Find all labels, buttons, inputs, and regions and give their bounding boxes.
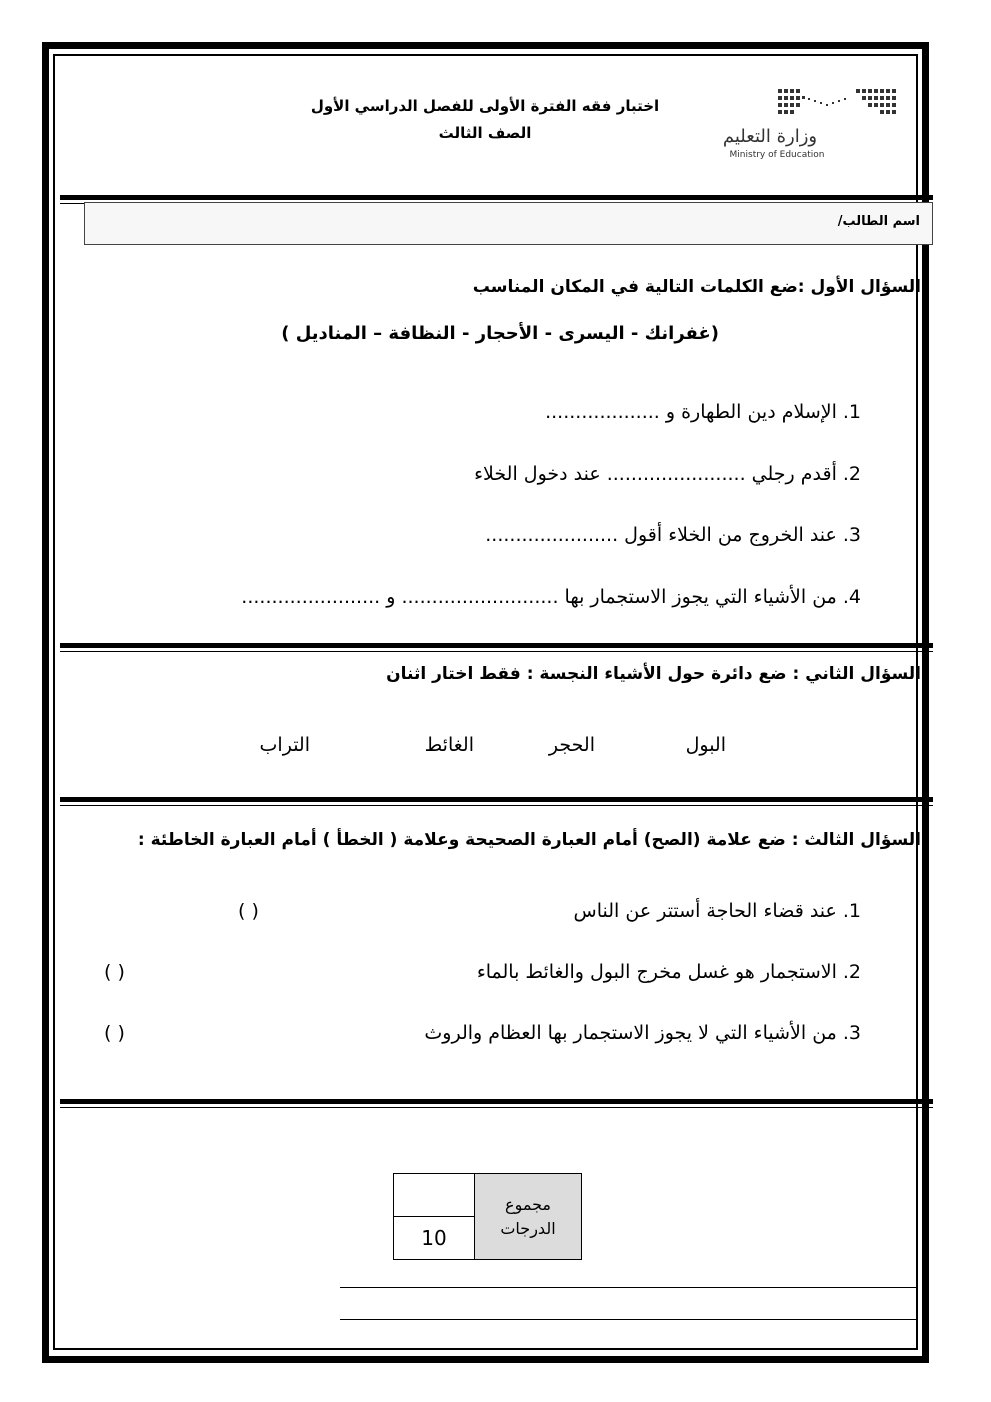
q2-option[interactable]: الغائط <box>424 734 474 756</box>
q1-word-bank: (غفرانك - اليسرى - الأحجار - النظافة – المناديل ) <box>281 323 719 344</box>
q1-heading: السؤال الأول :ضع الكلمات التالية في المكان المناسب <box>472 277 921 297</box>
q1-separator <box>60 643 933 652</box>
page-border-inner <box>53 54 918 1350</box>
score-input-cell[interactable] <box>394 1174 475 1217</box>
score-table <box>393 1173 582 1260</box>
q3-item: 3.من الأشياء التي لا يجوز الاستجمار بها العظام والروث <box>424 1022 861 1044</box>
q2-option[interactable]: الحجر <box>548 734 595 756</box>
exam-title: اختبار فقه الفترة الأولى للفصل الدراسي الأول <box>310 97 660 115</box>
q2-heading: السؤال الثاني : ضع دائرة حول الأشياء النجسة : فقط اختار اثنان <box>386 664 921 684</box>
q2-option[interactable]: البول <box>685 734 726 756</box>
signature-line <box>340 1319 918 1320</box>
score-label: مجموع الدرجات <box>475 1174 582 1260</box>
student-name-label: اسم الطالب/ <box>837 214 920 229</box>
q1-item: 1.الإسلام دين الطهارة و ................... <box>545 401 861 423</box>
q3-heading: السؤال الثالث : ضع علامة (الصح) أمام العبارة الصحيحة وعلامة ( الخطأ ) أمام العبارة الخاطئة : <box>137 830 921 850</box>
q1-item: 2.أقدم رجلي ....................... عند دخول الخلاء <box>474 463 861 485</box>
q3-item: 1.عند قضاء الحاجة أستتر عن الناس <box>573 900 861 922</box>
q3-item: 2.الاستجمار هو غسل مخرج البول والغائط بالماء <box>476 961 861 983</box>
q3-answer-box[interactable]: ( ) <box>238 900 259 922</box>
q3-answer-box[interactable]: ( ) <box>104 1022 125 1044</box>
ministry-name-ar: وزارة التعليم <box>722 126 818 147</box>
q3-answer-box[interactable]: ( ) <box>104 961 125 983</box>
ministry-name-en: Ministry of Education <box>729 150 825 160</box>
signature-line <box>340 1287 918 1288</box>
q2-separator <box>60 797 933 806</box>
ministry-logo-icon <box>778 89 896 115</box>
student-name-box[interactable] <box>84 202 933 245</box>
q3-separator <box>60 1099 933 1108</box>
q2-option[interactable]: التراب <box>259 734 310 756</box>
q1-item: 4.من الأشياء التي يجوز الاستجمار بها .......................... و ....................... <box>241 586 861 608</box>
grade-title: الصف الثالث <box>438 124 532 142</box>
score-total: 10 <box>394 1217 475 1260</box>
q1-item: 3.عند الخروج من الخلاء أقول ...................... <box>485 524 861 546</box>
